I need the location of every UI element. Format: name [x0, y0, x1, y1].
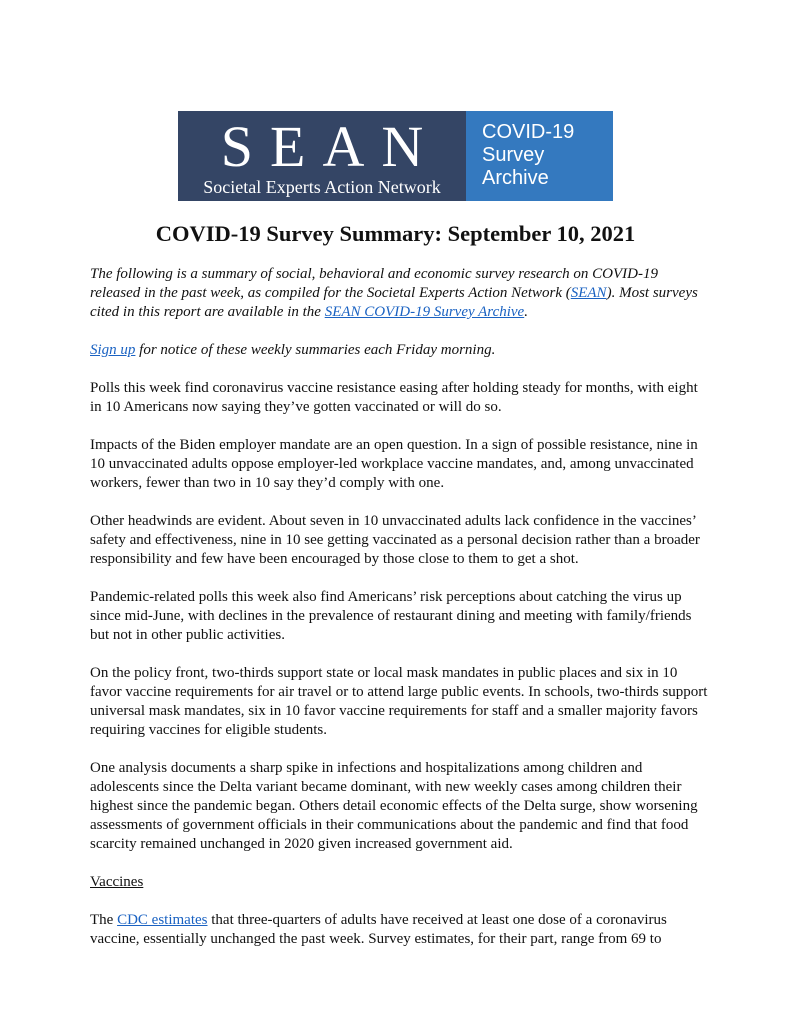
sean-link[interactable]: SEAN	[570, 285, 607, 301]
cdc-estimates-link[interactable]: CDC estimates	[117, 912, 208, 928]
intro-text-1: The following is a summary of social, behavioral and economic survey research on COVID-19 released in the past week, as compiled for the Societal Experts Action Network (	[90, 266, 658, 301]
vaccines-prefix: The	[90, 912, 118, 928]
body-paragraph: Pandemic-related polls this week also find Americans’ risk perceptions about catching the virus up since mid-June, with declines in the prevalence of restaurant dining and meeting with family/friends but not in other public activities.	[90, 589, 692, 643]
sign-up-link[interactable]: Sign up	[90, 342, 136, 358]
vaccines-text: that three-quarters of adults have received at least one dose of a coronavirus vaccine, essentially unchanged the past week. Survey estimates, for their part, range from 69 to	[90, 912, 667, 947]
body-paragraph: One analysis documents a sharp spike in infections and hospitalizations among children and adolescents since the Delta variant became dominant, with new weekly cases among children their highest since the pandemic began. Others detail economic effects of the Delta surge, show worsening assessments of government officials in their communications about the pandemic and find that food scarcity remained unchanged in 2020 given increased government aid.	[90, 760, 698, 852]
document-title: COVID-19 Survey Summary: September 10, 2021	[155, 221, 636, 246]
body-paragraph: Impacts of the Biden employer mandate are an open question. In a sign of possible resistance, nine in 10 unvaccinated adults oppose employer-led workplace vaccine mandates, and, among unvaccinated workers, fewer than two in 10 say they’d comply with one.	[90, 437, 698, 491]
body-paragraph: Polls this week find coronavirus vaccine resistance easing after holding steady for months, with eight in 10 Americans now saying they’ve gotten vaccinated or will do so.	[90, 380, 698, 415]
intro-text-3: .	[524, 304, 528, 320]
intro-paragraph	[90, 265, 710, 322]
archive-badge-line-1: COVID-19	[482, 121, 575, 143]
logo-tagline: Societal Experts Action Network	[203, 177, 441, 197]
survey-archive-link[interactable]: SEAN COVID-19 Survey Archive	[324, 304, 525, 320]
document-body	[90, 265, 710, 968]
archive-badge-line-2: Survey	[482, 144, 545, 166]
signup-paragraph	[90, 341, 710, 360]
body-paragraph: Other headwinds are evident. About seven in 10 unvaccinated adults lack confidence in the vaccines’ safety and effectiveness, nine in 10 see getting vaccinated as a personal decision rather than a broader responsibility and few have been encouraged by those close to them to get a shot.	[90, 513, 700, 567]
logo-wordmark: SEAN	[220, 114, 441, 179]
intro-text-2: ). Most surveys cited in this report are available in the	[90, 285, 698, 320]
vaccines-paragraph	[90, 911, 710, 949]
sean-logo	[178, 111, 466, 201]
sean-logo-banner	[178, 111, 613, 201]
section-heading-vaccines: Vaccines	[90, 874, 144, 890]
body-paragraph: On the policy front, two-thirds support state or local mask mandates in public places and six in 10 favor vaccine requirements for air travel or to attend large public events. In schools, two-thirds support universal mask mandates, six in 10 favor vaccine requirements for staff and a smaller majority favors requiring vaccines for eligible students.	[90, 665, 708, 738]
archive-badge	[466, 111, 613, 201]
signup-text: for notice of these weekly summaries each Friday morning.	[135, 342, 496, 358]
archive-badge-line-3: Archive	[482, 167, 549, 189]
